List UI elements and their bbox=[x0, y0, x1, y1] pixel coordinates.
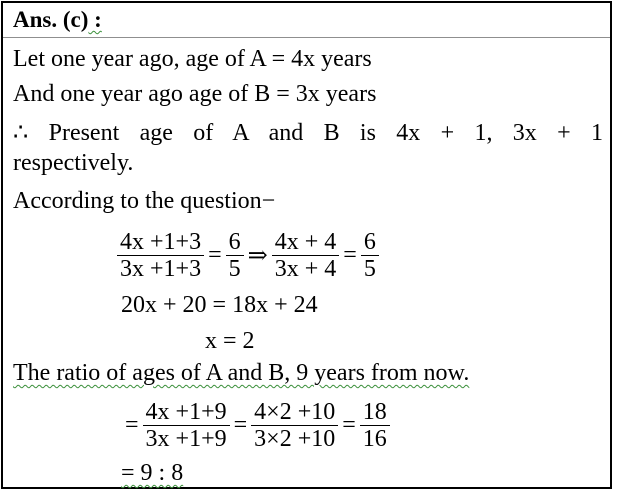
answer-colon: : bbox=[88, 7, 102, 32]
line-ratio-future bbox=[13, 359, 469, 387]
answer-option: Ans. (c) bbox=[13, 7, 89, 32]
equation-solution: x = 2 bbox=[205, 328, 255, 354]
fraction bbox=[143, 399, 230, 452]
fraction bbox=[226, 229, 244, 282]
denominator: 3x +1+3 bbox=[117, 255, 204, 282]
line-age-b: And one year ago age of B = 3x years bbox=[13, 81, 377, 107]
fraction bbox=[117, 229, 204, 282]
denominator: 16 bbox=[360, 425, 390, 452]
denominator: 3x +1+9 bbox=[143, 425, 230, 452]
final-ratio bbox=[121, 459, 183, 487]
numerator: 6 bbox=[228, 229, 241, 255]
numerator: 6 bbox=[363, 229, 376, 255]
ratio-text: The ratio of ages of A and B, 9 years from now. bbox=[13, 360, 470, 386]
denominator: 3×2 +10 bbox=[251, 425, 338, 452]
final-ratio-text: = 9 : 8 bbox=[121, 460, 184, 486]
implies-arrow-icon: ⇒ bbox=[247, 243, 268, 269]
numerator: 4x + 4 bbox=[274, 229, 337, 255]
equals-sign: = bbox=[233, 412, 248, 438]
equals-sign: = bbox=[343, 242, 357, 268]
line-according: According to the question− bbox=[13, 188, 276, 214]
denominator: 5 bbox=[226, 255, 244, 282]
equation-ratio-setup bbox=[117, 229, 379, 282]
answer-label bbox=[13, 7, 102, 33]
fraction bbox=[272, 229, 340, 282]
equals-sign: = bbox=[342, 412, 356, 438]
numerator: 18 bbox=[362, 399, 387, 425]
denominator: 5 bbox=[361, 255, 379, 282]
line-age-a: Let one year ago, age of A = 4x years bbox=[13, 46, 372, 72]
equals-sign: = bbox=[125, 412, 139, 438]
denominator: 3x + 4 bbox=[272, 255, 340, 282]
numerator: 4x +1+3 bbox=[120, 229, 202, 255]
equation-linear: 20x + 20 = 18x + 24 bbox=[121, 292, 318, 318]
fraction bbox=[251, 399, 338, 452]
answer-header bbox=[3, 3, 610, 38]
fraction bbox=[360, 399, 390, 452]
answer-box bbox=[1, 1, 612, 489]
numerator: 4×2 +10 bbox=[254, 399, 336, 425]
numerator: 4x +1+9 bbox=[145, 399, 227, 425]
equation-future-ratio bbox=[121, 399, 390, 452]
line-present-age: ∴ Present age of A and B is 4x + 1, 3x + 1 bbox=[13, 120, 603, 146]
line-respectively: respectively. bbox=[13, 150, 134, 176]
fraction bbox=[361, 229, 379, 282]
equals-sign: = bbox=[208, 242, 222, 268]
